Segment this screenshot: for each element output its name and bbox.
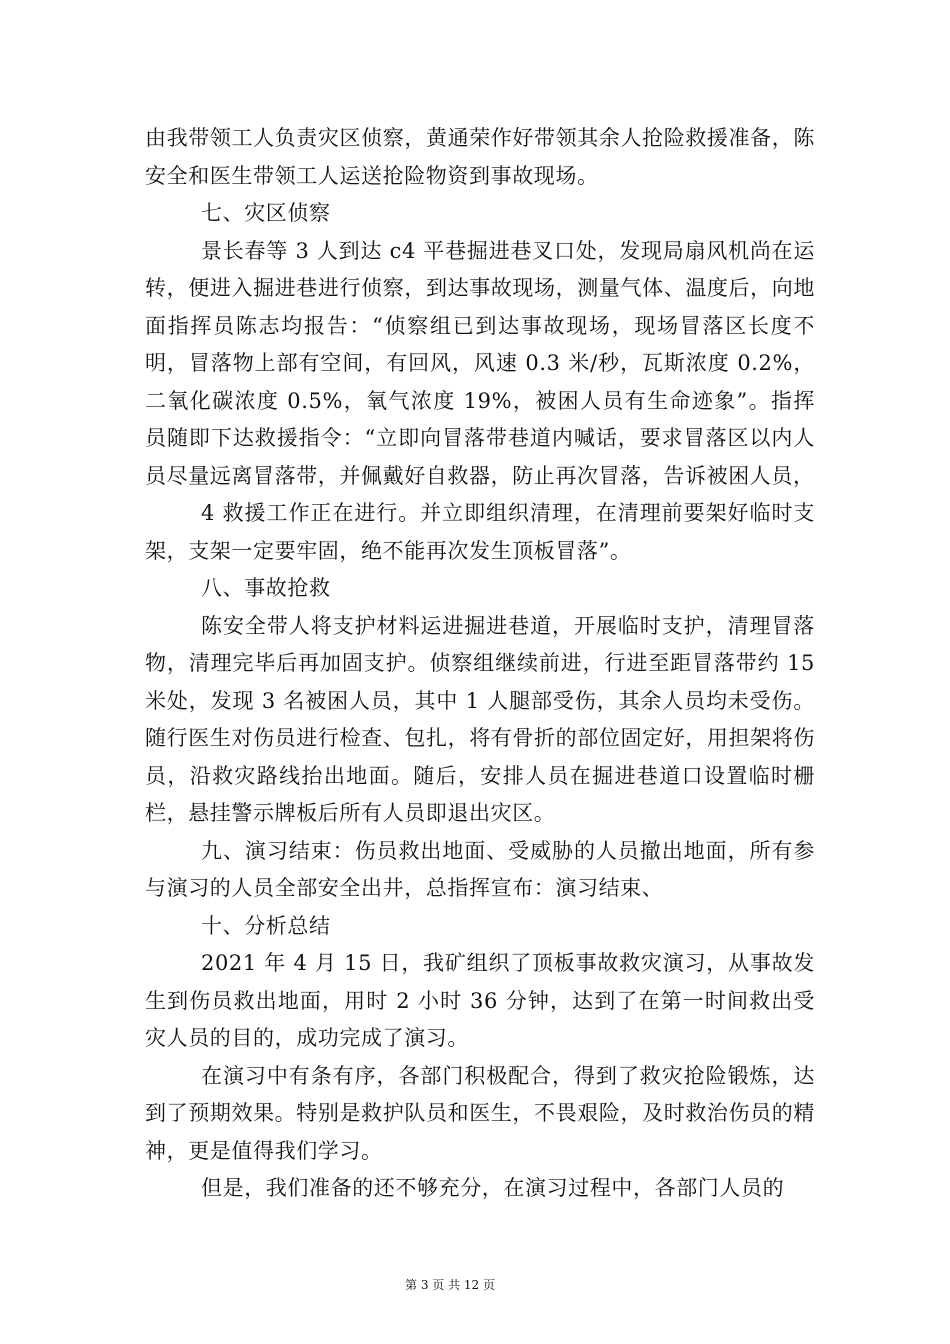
paragraph-5: 九、演习结束：伤员救出地面、受威胁的人员撤出地面，所有参与演习的人员全部安全出井，总指挥宣布：演习结束、 xyxy=(145,838,815,900)
paragraph-4: 陈安全带人将支护材料运进掘进巷道，开展临时支护，清理冒落物，清理完毕后再加固支护。侦察组继续前进，行进至距冒落带约 15 米处，发现 3 名被困人员，其中 1 人腿部受伤，其余人员均未受伤。随行医生对伤员进行检查、包扎，将有骨折的部位固定好，用担架将伤员，沿救灾路线抬出地面。随后，安排人员在掘进巷道口设置临时栅栏，悬挂警示牌板后所有人员即退出灾区。 xyxy=(145,613,815,825)
paragraph-7: 在演习中有条有序，各部门积极配合，得到了救灾抢险锻炼，达到了预期效果。特别是救护队员和医生，不畏艰险，及时救治伤员的精神，更是值得我们学习。 xyxy=(145,1063,815,1163)
paragraph-1: 由我带领工人负责灾区侦察，黄通荣作好带领其余人抢险救援准备，陈安全和医生带领工人运送抢险物资到事故现场。 xyxy=(145,126,815,188)
paragraph-6: 2021 年 4 月 15 日，我矿组织了顶板事故救灾演习，从事故发生到伤员救出地面，用时 2 小时 36 分钟，达到了在第一时间救出受灾人员的目的，成功完成了演习。 xyxy=(145,951,815,1050)
section-heading-7: 七、灾区侦察 xyxy=(201,201,331,225)
paragraph-3: 4 救援工作正在进行。并立即组织清理，在清理前要架好临时支架，支架一定要牢固，绝不能再次发生顶板冒落”。 xyxy=(145,501,815,563)
paragraph-2: 景长春等 3 人到达 c4 平巷掘进巷叉口处，发现局扇风机尚在运转，便进入掘进巷进行侦察，到达事故现场，测量气体、温度后，向地面指挥员陈志均报告：“侦察组已到达事故现场，现场冒落区长度不明，冒落物上部有空间，有回风，风速 0.3 米/秒，瓦斯浓度 0.2%，二氧化碳浓度 0.5%，氧气浓度 19%，被困人员有生命迹象”。指挥员随即下达救援指令：“立即向冒落带巷道内喊话，要求冒落区以内人员尽量远离冒落带，并佩戴好自救器，防止再次冒落，告诉被困人员， xyxy=(145,238,815,488)
document-body xyxy=(145,120,815,1208)
section-heading-8: 八、事故抢救 xyxy=(201,576,331,600)
paragraph-8: 但是，我们准备的还不够充分，在演习过程中，各部门人员的 xyxy=(201,1176,785,1200)
section-heading-10: 十、分析总结 xyxy=(201,913,331,938)
page-footer: 第 3 页 共 12 页 xyxy=(405,1278,495,1292)
